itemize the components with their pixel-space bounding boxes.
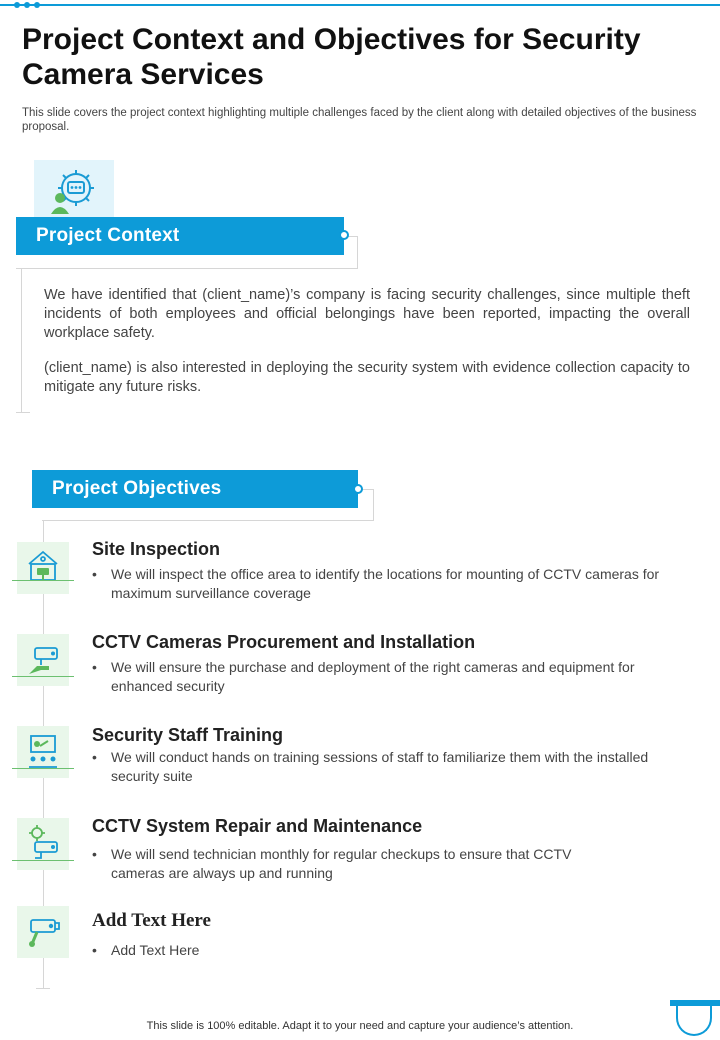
objective-title: CCTV System Repair and Maintenance [92,816,423,836]
top-dot [34,2,40,8]
top-dot [24,2,30,8]
objective-title: Site Inspection [92,539,221,559]
camera-icon [17,906,69,958]
context-banner-dot [339,230,349,240]
objective-icon-box [17,818,69,870]
context-timeline-end [16,412,30,413]
context-timeline-line [21,268,22,412]
page-subtitle: This slide covers the project context highlighting multiple challenges faced by the client along with detailed objectives of the business proposal. [22,107,697,133]
context-paragraph: (client_name) is also interested in deploying the security system with evidence collection capacity to mitigate any future risks. [44,360,690,395]
building-camera-icon [17,542,69,594]
objective-title: Security Staff Training [92,725,284,745]
objective-bullet: • We will conduct hands on training sessions of staff to familiarize them with the installed security suite [92,748,692,786]
objective-icon-box [17,726,69,778]
objective-icon-box [17,906,69,958]
footer-note: This slide is 100% editable. Adapt it to your need and capture your audience’s attention. [146,1020,574,1032]
objective-icon-box [17,542,69,594]
objective-bullet: • We will inspect the office area to identify the locations for mounting of CCTV cameras for maximum surveillance coverage [92,565,692,603]
gear-camera-icon [17,818,69,870]
objectives-heading: Project Objectives [32,470,358,508]
training-board-icon [17,726,69,778]
objective-bullet: • We will send technician monthly for regular checkups to ensure that CCTV cameras are always up and running [92,845,612,883]
objective-title: CCTV Cameras Procurement and Installation [92,632,476,652]
context-frame-top [16,268,358,269]
objective-title: Add Text Here [92,910,211,931]
context-icon-box [34,160,114,222]
objective-icon-underline [12,676,74,677]
objectives-frame-top [42,520,374,521]
objectives-banner-dot [353,484,363,494]
objective-bullet: • We will ensure the purchase and deployment of the right cameras and equipment for enhanced security [92,658,692,696]
hand-camera-icon [17,634,69,686]
context-heading: Project Context [16,217,344,255]
context-body [44,286,690,413]
top-dot [14,2,20,8]
gear-person-chat-icon [34,160,114,222]
objectives-timeline-end [36,988,50,989]
objective-icon-underline [12,860,74,861]
objective-icon-underline [12,580,74,581]
objective-bullet: • Add Text Here [92,941,692,960]
objective-icon-underline [12,768,74,769]
context-paragraph: We have identified that (client_name)’s company is facing security challenges, since multiple theft incidents of both employees and official belongings have been reported, impacting the overall workplace safety. [44,287,690,341]
objective-icon-box [17,634,69,686]
top-rule [0,4,720,6]
page-title: Project Context and Objectives for Security Camera Services [22,23,641,91]
